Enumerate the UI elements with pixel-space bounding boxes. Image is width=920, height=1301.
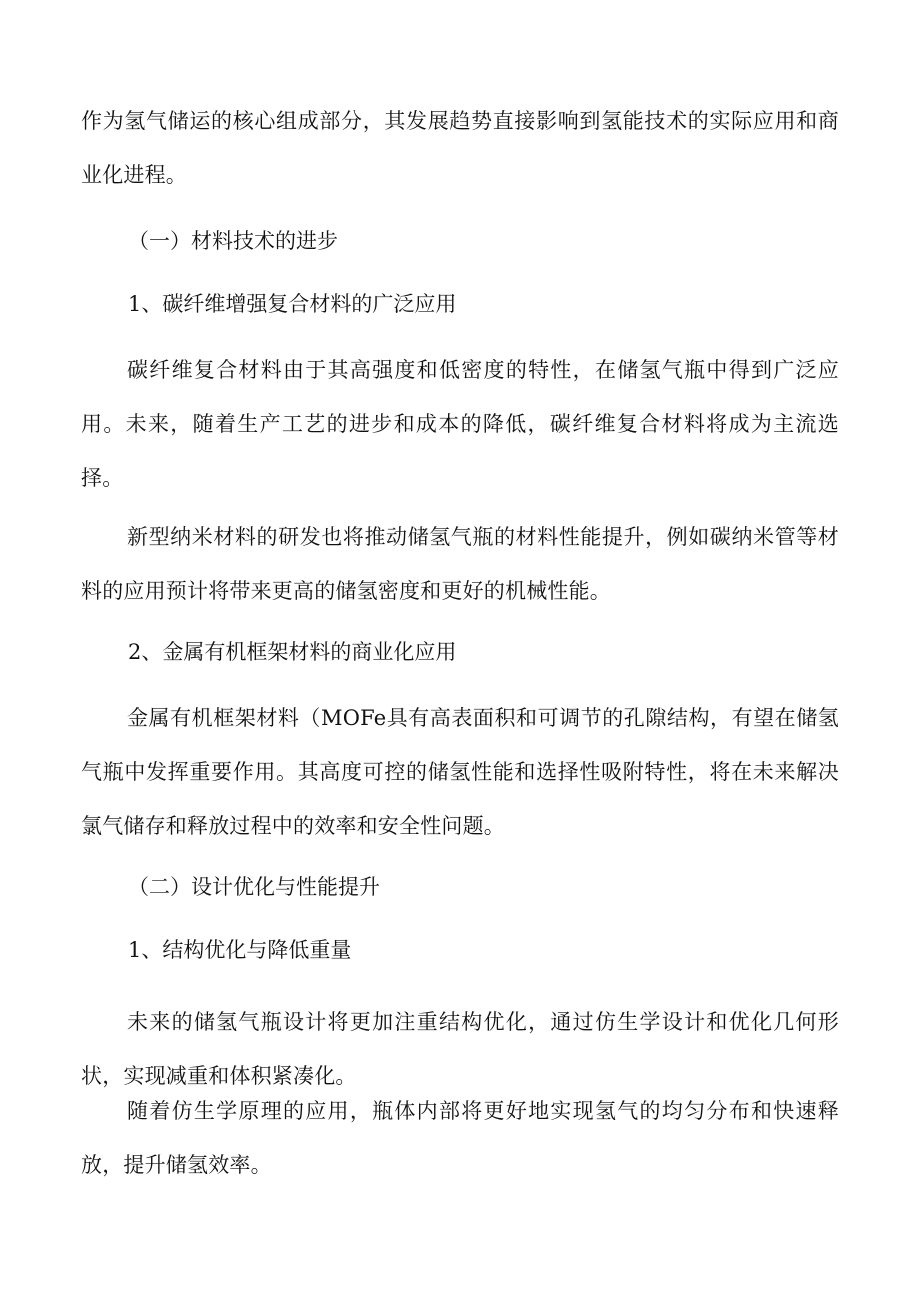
section-heading-design: （二）设计优化与性能提升	[128, 875, 380, 899]
paragraph-carbon-fiber: 碳纤维复合材料由于其高强度和低密度的特性，在储氢气瓶中得到广泛应用。未来，随着生产工艺的进步和成本的降低，碳纤维复合材料将成为主流选择。	[81, 358, 839, 490]
subheading-carbon-fiber: 1、碳纤维增强复合材料的广泛应用	[128, 292, 457, 316]
subheading-mof: 2、金属有机框架材料的商业化应用	[128, 640, 457, 664]
paragraph-structure: 未来的储氢气瓶设计将更加注重结构优化，通过仿生学设计和优化几何形状，实现减重和体积紧凑化。	[81, 1010, 839, 1088]
section-heading-materials: （一）材料技术的进步	[128, 229, 338, 253]
paragraph-nanomaterials: 新型纳米材料的研发也将推动储氢气瓶的材料性能提升，例如碳纳米管等材料的应用预计将带来更高的储氢密度和更好的机械性能。	[81, 525, 839, 603]
subheading-structure: 1、结构优化与降低重量	[128, 938, 352, 962]
paragraph-mof: 金属有机框架材料（MOFe具有高表面积和可调节的孔隙结构，有望在储氢气瓶中发挥重要作用。其高度可控的储氢性能和选择性吸附特性，将在未来解决氯气储存和释放过程中的效率和安全性问题。	[81, 706, 839, 838]
paragraph-bionics: 随着仿生学原理的应用，瓶体内部将更好地实现氢气的均匀分布和快速释放，提升储氢效率。	[81, 1099, 839, 1177]
intro-paragraph: 作为氢气储运的核心组成部分，其发展趋势直接影响到氢能技术的实际应用和商业化进程。	[81, 109, 839, 187]
